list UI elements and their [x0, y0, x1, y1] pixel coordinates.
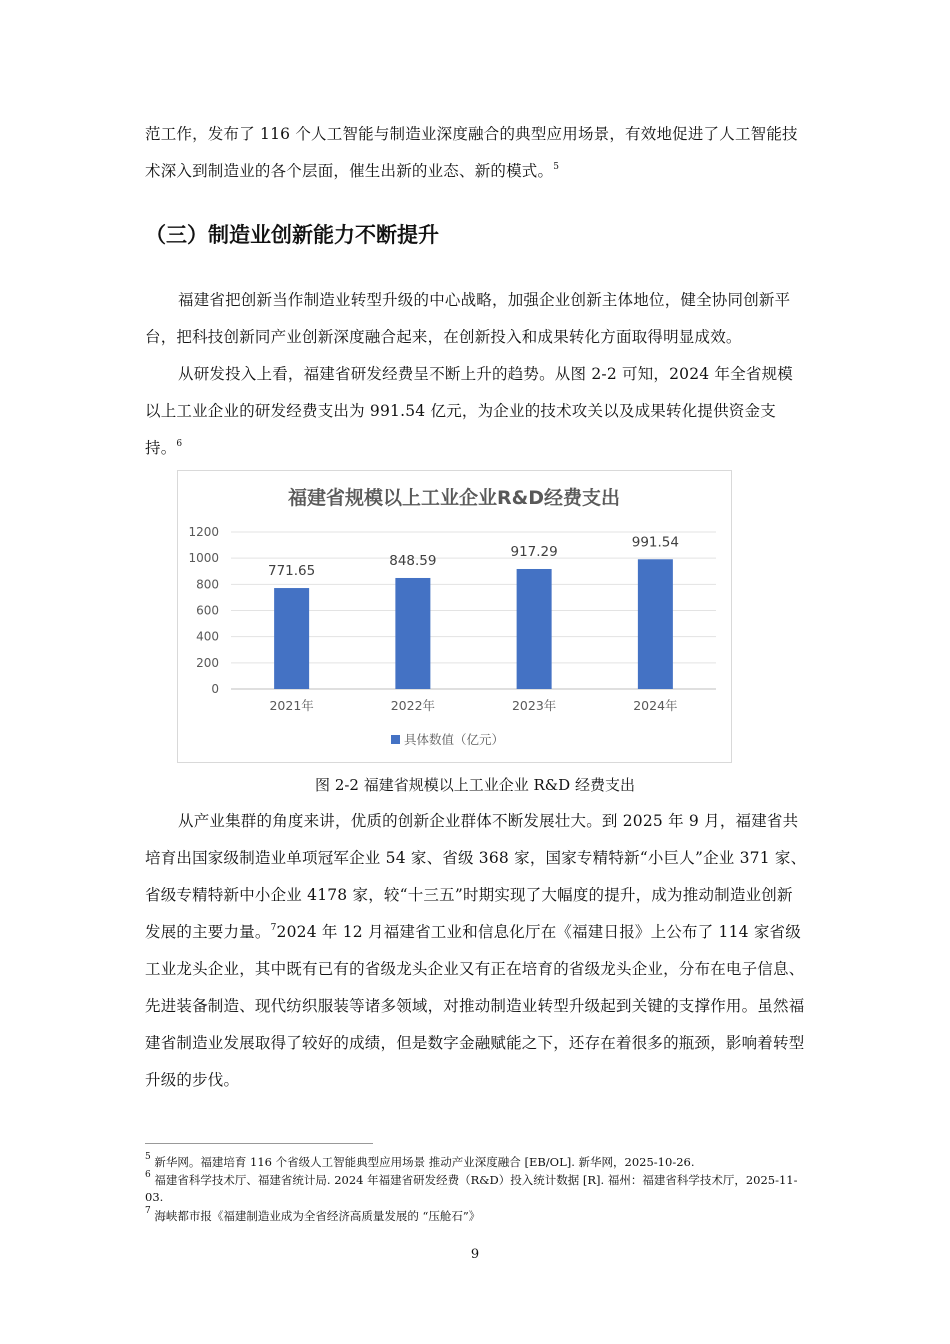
- bar: [395, 578, 430, 689]
- y-tick-label: 0: [211, 682, 219, 696]
- y-tick-label: 1000: [188, 551, 219, 566]
- y-axis-ticks: [188, 525, 219, 696]
- chart-legend: [391, 732, 504, 747]
- data-label: 771.65: [268, 563, 316, 580]
- bar: [638, 559, 673, 689]
- data-labels: [268, 534, 679, 579]
- bar: [517, 569, 552, 689]
- footnote-divider: [145, 1143, 373, 1144]
- bars: [274, 559, 673, 689]
- footnote-ref-6[interactable]: 6: [176, 439, 183, 449]
- page-number: 9: [470, 1247, 480, 1262]
- footnote-5: $^5$ 新华网。福建培育 116 个省级人工智能典型应用场景 推动产业深度融合 [EB/OL]. 新华网，2025-10-26.: [145, 1152, 695, 1169]
- x-tick-label: 2022年: [390, 698, 436, 713]
- y-tick-label: 600: [196, 603, 219, 618]
- bar: [274, 588, 309, 689]
- x-tick-label: 2021年: [269, 698, 314, 713]
- footnote-6: $^6$ 福建省科学技术厅、福建省统计局. 2024 年福建省研发经费（R&D）投入统计数据 [R]. 福州：福建省科学技术厅，2025-11-03.: [145, 1170, 798, 1204]
- footnote-7: $^7$ 海峡都市报《福建制造业成为全省经济高质量发展的 “压舱石”》: [145, 1206, 481, 1223]
- figure-caption: 图 2-2 福建省规模以上工业企业 R&D 经费支出: [315, 776, 635, 794]
- x-axis-ticks: [269, 698, 677, 713]
- data-label: 991.54: [631, 534, 679, 551]
- paragraph-2: 福建省把创新当作制造业转型升级的中心战略，加强企业创新主体地位，健全协同创新平台，把科技创新同产业创新深度融合起来，在创新投入和成果转化方面取得明显成效。: [145, 291, 791, 346]
- y-tick-label: 800: [196, 577, 219, 592]
- footnote-ref-7[interactable]: 7: [270, 923, 277, 933]
- chart-svg: [178, 471, 731, 762]
- paragraph-3: 从研发投入上看，福建省研发经费呈不断上升的趋势。从图 2-2 可知，2024 年全省规模以上工业企业的研发经费支出为 991.54 亿元，为企业的技术攻关以及成果转化提供资金支持。$^6$: [145, 365, 793, 457]
- paragraph-1: 范工作，发布了 116 个人工智能与制造业深度融合的典型应用场景，有效地促进了人工智能技术深入到制造业的各个层面，催生出新的业态、新的模式。$^5$: [145, 125, 798, 180]
- x-tick-label: 2023年: [511, 698, 557, 713]
- legend-swatch: [391, 735, 400, 744]
- x-tick-label: 2024年: [633, 698, 678, 713]
- paragraph-4: 从产业集群的角度来讲，优质的创新企业群体不断发展壮大。到 2025 年 9 月，福建省共培育出国家级制造业单项冠军企业 54 家、省级 368 家，国家专精特新“小巨人”企业 371 家、省级专精特新中小企业 4178 家，较“十三五”时期实现了大幅度的提升，成为推动制造业创新发展的主要力量。$^7$2024 年 12 月福建省工业和信息化厅在《福建日报》上公布了 114 家省级工业龙头企业，其中既有已有的省级龙头企业又有正在培育的省级龙头企业，分布在电子信息、先进装备制造、现代纺织服装等诸多领域，对推动制造业转型升级起到关键的支撑作用。虽然福建省制造业发展取得了较好的成绩，但是数字金融赋能之下，还存在着很多的瓶颈，影响着转型升级的步伐。: [145, 812, 807, 1089]
- data-label: 917.29: [510, 543, 558, 560]
- section-heading: （三）制造业创新能力不断提升: [145, 223, 439, 247]
- y-tick-label: 400: [196, 629, 219, 644]
- data-label: 848.59: [389, 552, 437, 569]
- rd-expenditure-chart: [177, 470, 732, 763]
- chart-title: 福建省规模以上工业企业R&D经费支出: [288, 487, 620, 509]
- footnote-ref-5[interactable]: 5: [553, 162, 560, 172]
- y-tick-label: 200: [196, 655, 219, 670]
- y-tick-label: 1200: [188, 525, 219, 539]
- legend-label: 具体数值（亿元）: [404, 732, 505, 747]
